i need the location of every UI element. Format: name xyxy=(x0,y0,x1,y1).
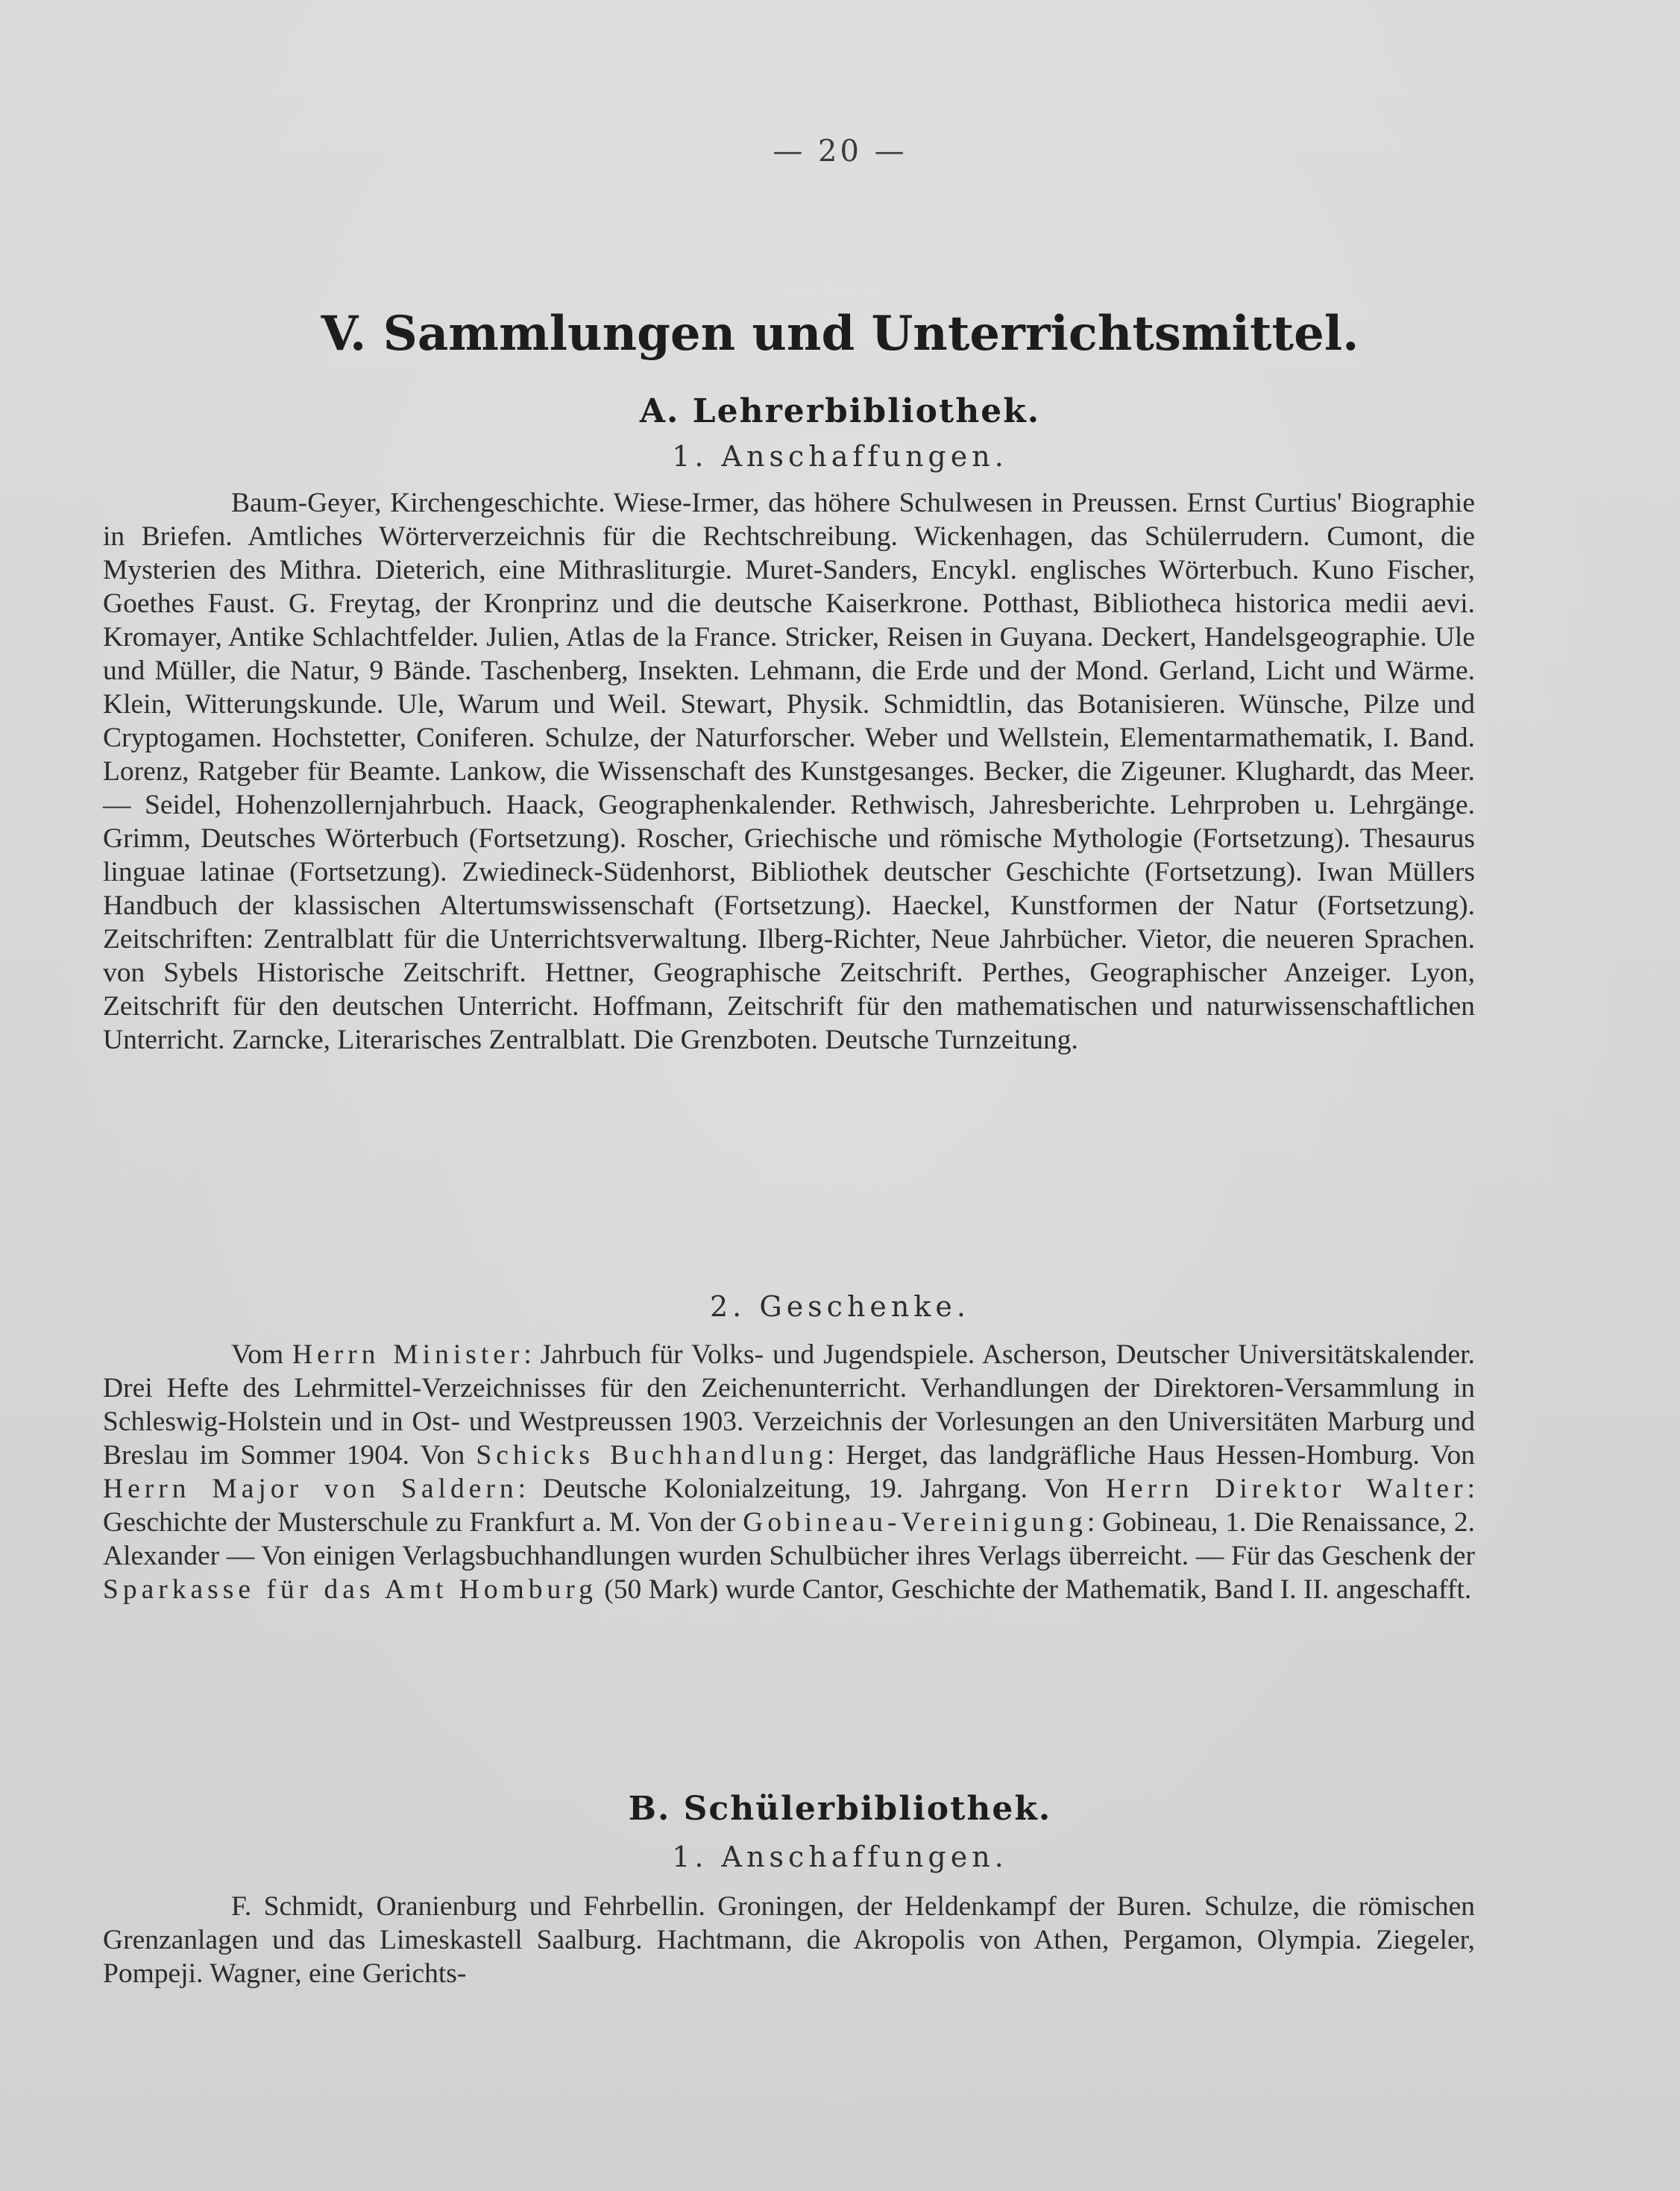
donor-name: Gobineau-Vereinigung xyxy=(743,1507,1087,1538)
text-run: : Jahrbuch für Volks- und Jugendspiele. Ascherson, Deutscher Universitätskalender. Drei Hefte des Lehrmittel-Verzeichnisses für den Zeichenunterricht. Verhandlungen der Direktoren-Versammlung in Schleswig-Holstein und in Ost- und Westpreussen 1903. Verzeichnis der Vorlesungen an den Universitäten Marburg und Breslau im Sommer 1904. Von xyxy=(103,1339,1475,1471)
chapter-title: V. Sammlungen und Unterrichtsmittel. xyxy=(321,306,1359,362)
paragraph-schueler-anschaffungen: F. Schmidt, Oranienburg und Fehrbellin. Groningen, der Heldenkampf der Buren. Schulze, die römischen Grenzanlagen und das Limeskastell Saalburg. Hachtmann, die Akropolis von Athen, Pergamon, Olympia. Ziegeler, Pompeji. Wagner, eine Gerichts- xyxy=(103,1891,1475,1989)
text-run: : Gobineau, 1. Die Renaissance, 2. Alexander — Von einigen Verlagsbuchhandlungen wurden Schulbücher ihres Verlags überreicht. — Für das Geschenk der xyxy=(103,1507,1475,1571)
text-run: : Geschichte der Musterschule zu Frankfurt a. M. Von der xyxy=(103,1474,1475,1538)
donor-name: Herrn Major von Saldern xyxy=(103,1474,518,1504)
text-run: (50 Mark) wurde Cantor, Geschichte der Mathematik, Band I. II. angeschafft. xyxy=(597,1574,1472,1605)
text-run: : Herget, das landgräfliche Haus Hessen-Homburg. Von xyxy=(826,1440,1475,1471)
paragraph-lehrer-anschaffungen: Baum-Geyer, Kirchengeschichte. Wiese-Irmer, das höhere Schulwesen in Preussen. Ernst Curtius' Biographie in Briefen. Amtliches Wörterverzeichnis für die Rechtschreibung. Wickenhagen, das Schülerrudern. Cumont, die Mysterien des Mithra. Dieterich, eine Mithrasliturgie. Muret-Sanders, Encykl. englisches Wörterbuch. Kuno Fischer, Goethes Faust. G. Freytag, der Kronprinz und die deutsche Kaiserkrone. Potthast, Bibliotheca historica medii aevi. Kromayer, Antike Schlachtfelder. Julien, Atlas de la France. Stricker, Reisen in Guyana. Deckert, Handelsgeographie. Ule und Müller, die Natur, 9 Bände. Taschenberg, Insekten. Lehmann, die Erde und der Mond. Gerland, Licht und Wärme. Klein, Witterungskunde. Ule, Warum und Weil. Stewart, Physik. Schmidtlin, das Botanisieren. Wünsche, Pilze und Cryptogamen. Hochstetter, Coniferen. Schulze, der Naturforscher. Weber und Wellstein, Elementarmathematik, I. Band. Lorenz, Ratgeber für Beamte. Lankow, die Wissenschaft des Kunstgesanges. Becker, die Zigeuner. Klughardt, das Meer. — Seidel, Hohenzollernjahrbuch. Haack, Geographenkalender. Rethwisch, Jahresberichte. Lehrproben u. Lehrgänge. Grimm, Deutsches Wörterbuch (Fortsetzung). Roscher, Griechische und römische Mythologie (Fortsetzung). Thesaurus linguae latinae (Fortsetzung). Zwiedineck-Südenhorst, Bibliothek deutscher Geschichte (Fortsetzung). Iwan Müllers Handbuch der klassischen Altertumswissenschaft (Fortsetzung). Haeckel, Kunstformen der Natur (Fortsetzung). Zeitschriften: Zentralblatt für die Unterrichtsverwaltung. Ilberg-Richter, Neue Jahrbücher. Vietor, die neueren Sprachen. von Sybels Historische Zeitschrift. Hettner, Geographische Zeitschrift. Perthes, Geographischer Anzeiger. Lyon, Zeitschrift für den deutschen Unterricht. Hoffmann, Zeitschrift für den mathematischen und naturwissenschaftlichen Unterricht. Zarncke, Literarisches Zentralblatt. Die Grenzboten. Deutsche Turnzeitung. xyxy=(103,488,1475,1055)
subsection-title-anschaffungen: 1. Anschaffungen. xyxy=(672,440,1008,473)
donor-name: Herrn Minister xyxy=(292,1339,524,1370)
text-run: Vom xyxy=(231,1339,293,1370)
donor-name: Herrn Direktor Walter xyxy=(1105,1474,1467,1504)
section-title-schuelerbibliothek: B. Schülerbibliothek. xyxy=(628,1790,1052,1828)
paragraph-lehrer-geschenke xyxy=(103,1338,1475,1606)
text-run: : Deutsche Kolonialzeitung, 19. Jahrgang. Von xyxy=(517,1474,1106,1504)
section-title-lehrerbibliothek: A. Lehrerbibliothek. xyxy=(639,392,1041,430)
subsection-title-geschenke: 2. Geschenke. xyxy=(710,1290,970,1323)
donor-name: Schicks Buchhandlung xyxy=(476,1440,827,1471)
subsection-title-schueler-anschaffungen: 1. Anschaffungen. xyxy=(672,1840,1008,1873)
donor-name: Sparkasse für das Amt Homburg xyxy=(103,1574,597,1605)
page-number: — 20 — xyxy=(773,134,907,169)
